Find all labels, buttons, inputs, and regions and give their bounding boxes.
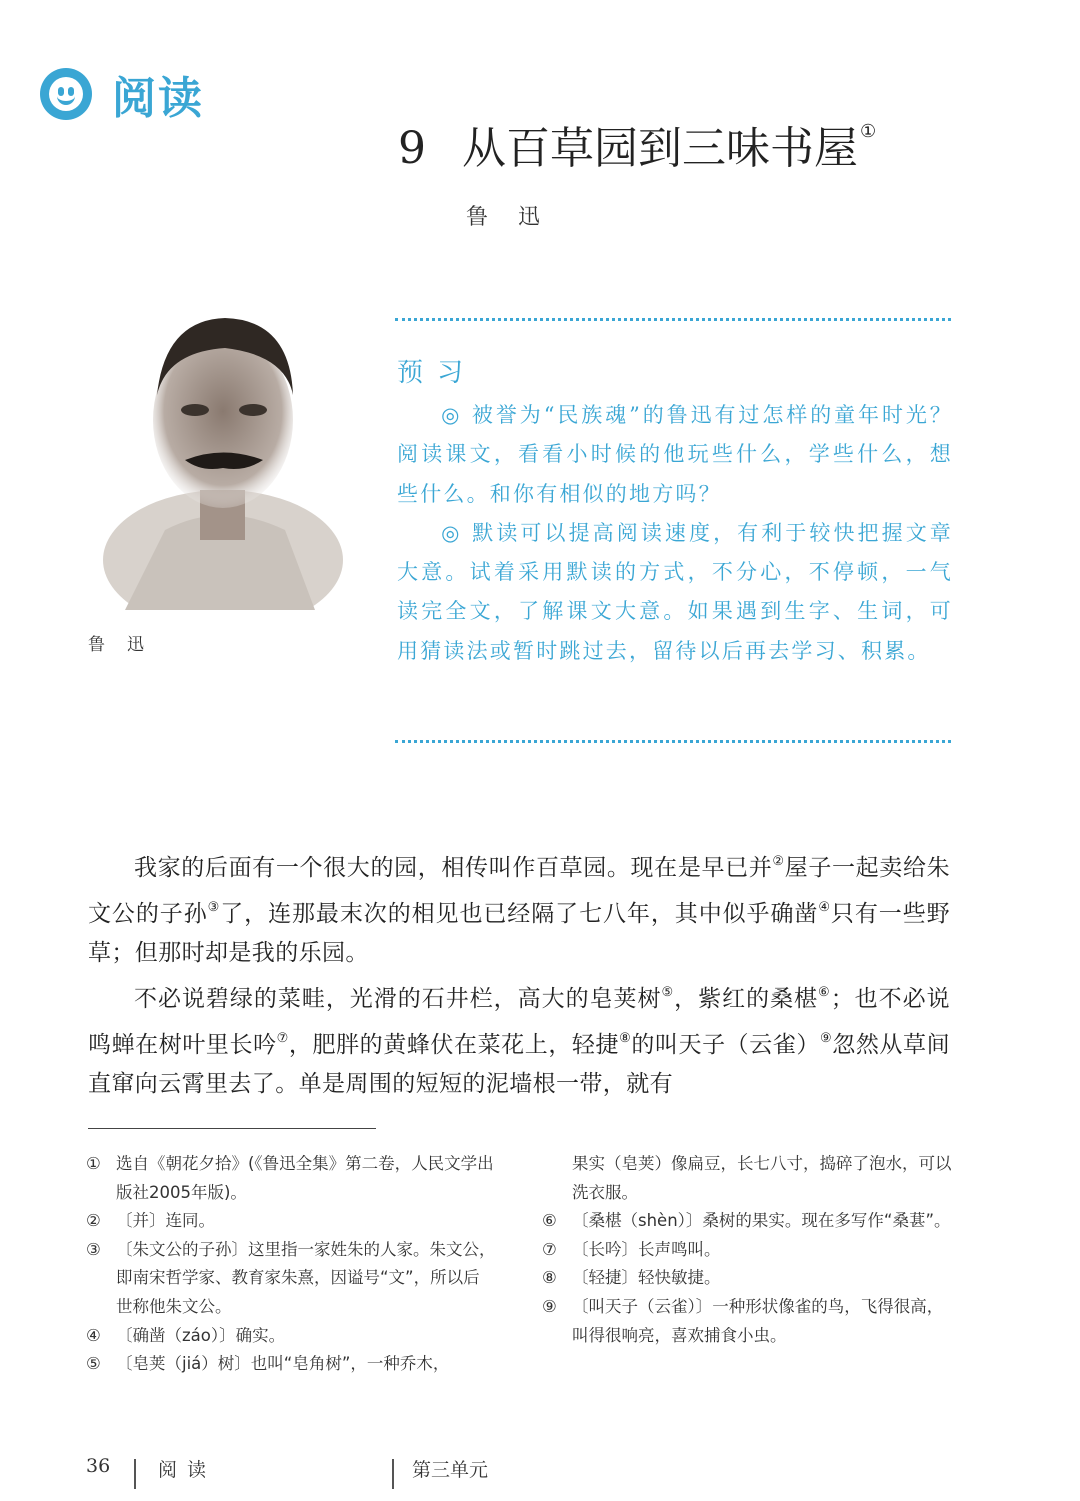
footnote-rule — [88, 1128, 376, 1129]
footnotes-right — [542, 1150, 952, 1350]
footer-divider — [392, 1459, 394, 1489]
author-portrait — [95, 300, 345, 610]
footnote-item: ① 选自《朝花夕拾》(《鲁迅全集》第二卷，人民文学出版社2005年版)。 — [86, 1154, 494, 1202]
footer-unit: 第三单元 — [412, 1459, 489, 1481]
footnote-item: ⑤ 〔皂荚（jiá）树〕也叫“皂角树”，一种乔木， — [86, 1354, 450, 1374]
preview-body — [397, 396, 953, 671]
body-paragraph: 不必说碧绿的菜畦，光滑的石井栏，高大的皂荚树⑤，紫红的桑椹⑥；也不必说鸣蝉在树叶里长吟⑦，肥胖的黄蜂伏在菜花上，轻捷⑧的叫天子（云雀）⑨忽然从草间直窜向云霄里去了。单是周围的短短的泥墙根一带，就有 — [88, 985, 951, 1097]
footer-section: 阅读 — [158, 1459, 217, 1481]
page-number: 36 — [86, 1455, 111, 1477]
footnote-item: ③ 〔朱文公的子孙〕这里指一家姓朱的人家。朱文公，即南宋哲学家、教育家朱熹，因谥号“文”，所以后世称他朱文公。 — [86, 1239, 496, 1316]
footnote-ref: ④ — [818, 900, 831, 915]
footnote-ref: ⑤ — [661, 985, 675, 1000]
smiley-face-icon — [40, 68, 92, 120]
footer-divider — [134, 1459, 136, 1489]
author-name: 鲁迅 — [466, 205, 571, 230]
lesson-number: 9 — [398, 123, 426, 174]
footnote-item: ② 〔并〕连同。 — [86, 1211, 215, 1231]
section-badge — [40, 62, 204, 126]
lesson-title — [398, 112, 876, 176]
footnote-item: ⑨ 〔叫天子（云雀）〕一种形状像雀的鸟，飞得很高，叫得很响亮，喜欢捕食小虫。 — [542, 1296, 944, 1345]
main-text — [88, 842, 950, 1104]
footnote-item: ⑥ 〔桑椹（shèn）〕桑树的果实。现在多写作“桑葚”。 — [542, 1211, 951, 1231]
preview-bottom-divider — [395, 740, 951, 743]
preview-top-divider — [395, 318, 951, 321]
footnote-item: ④ 〔确凿（záo）〕确实。 — [86, 1325, 286, 1345]
footnote-ref: ② — [772, 854, 785, 869]
footnote-ref: ⑦ — [276, 1031, 289, 1046]
portrait-caption: 鲁迅 — [88, 635, 166, 655]
footnote-item: 果实（皂荚）像扁豆，长七八寸，捣碎了泡水，可以洗衣服。 — [572, 1154, 952, 1202]
title-footnote-mark: ① — [860, 121, 877, 142]
preview-paragraph: ◎ 被誉为“民族魂”的鲁迅有过怎样的童年时光？阅读课文，看看小时候的他玩些什么，学些什么，想些什么。和你有相似的地方吗？ — [397, 403, 953, 506]
footnote-item: ⑧ 〔轻捷〕轻快敏捷。 — [542, 1268, 721, 1288]
section-label: 阅读 — [112, 73, 204, 124]
page-footer — [0, 1455, 1080, 1485]
lesson-title-text: 从百草园到三味书屋 — [462, 123, 858, 174]
footnote-ref: ⑧ — [619, 1031, 632, 1046]
preview-paragraph: ◎ 默读可以提高阅读速度，有利于较快把握文章大意。试着采用默读的方式，不分心，不停顿，一气读完全文，了解课文大意。如果遇到生字、生词，可用猜读法或暂时跳过去，留待以后再去学习、积累。 — [397, 520, 953, 663]
body-paragraph: 我家的后面有一个很大的园，相传叫作百草园。现在是早已并②屋子一起卖给朱文公的子孙③了，连那最末次的相见也已经隔了七八年，其中似乎确凿④只有一些野草；但那时却是我的乐园。 — [88, 854, 951, 966]
preview-heading: 预习 — [397, 358, 478, 388]
footnotes-left — [86, 1150, 496, 1379]
footnote-ref: ⑥ — [818, 985, 831, 1000]
footnote-ref: ③ — [207, 900, 221, 915]
footnote-ref: ⑨ — [820, 1031, 833, 1046]
footnote-item: ⑦ 〔长吟〕长声鸣叫。 — [542, 1239, 721, 1259]
